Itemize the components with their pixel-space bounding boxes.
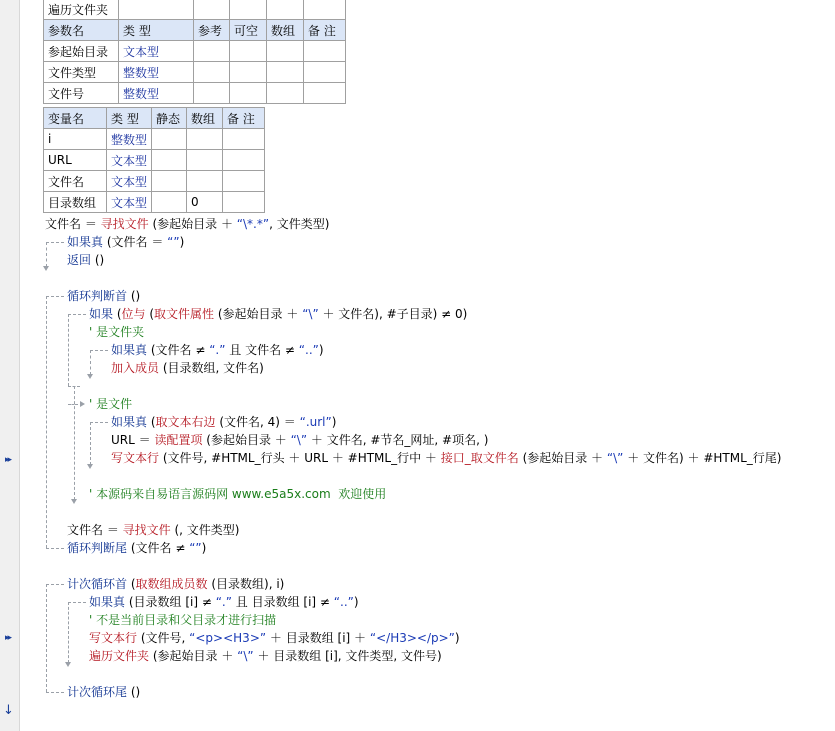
param-name[interactable]: 文件类型 <box>44 62 119 83</box>
param-type[interactable]: 整数型 <box>119 62 194 83</box>
code-line[interactable]: 如果真 (文件名 ≠ “.” 且 文件名 ≠ “..”) <box>111 343 324 357</box>
code-line[interactable]: 写文本行 (文件号, “<p><H3>” ＋ 目录数组 [i] ＋ “</H3></p>”) <box>89 631 460 645</box>
flow-line <box>68 602 86 603</box>
code-line[interactable]: 返回 () <box>67 253 105 267</box>
comment-line[interactable]: ' 本源码来自易语言源码网 www.e5a5x.com 欢迎使用 <box>89 487 387 501</box>
var-type[interactable]: 整数型 <box>107 129 152 150</box>
flow-line <box>90 422 91 465</box>
flow-arrow-icon <box>71 499 77 504</box>
header-type: 类 型 <box>107 108 152 129</box>
flow-line <box>46 242 64 243</box>
var-name[interactable]: 目录数组 <box>44 192 107 213</box>
flow-arrow-icon <box>65 662 71 667</box>
flow-line <box>46 548 64 549</box>
code-line[interactable]: 计次循环首 (取数组成员数 (目录数组), i) <box>67 577 285 591</box>
subroutine-table <box>43 0 346 104</box>
subroutine-name[interactable]: 遍历文件夹 <box>44 0 119 20</box>
param-name[interactable]: 参起始目录 <box>44 41 119 62</box>
table-row[interactable] <box>44 129 265 150</box>
comment-line[interactable]: ' 不是当前目录和父目录才进行扫描 <box>89 613 277 627</box>
code-line[interactable]: 如果 (位与 (取文件属性 (参起始目录 ＋ “\” ＋ 文件名), #子目录) ≠ 0) <box>89 307 468 321</box>
variable-table <box>43 107 265 213</box>
table-row[interactable] <box>44 83 346 104</box>
header-remark: 备 注 <box>223 108 265 129</box>
var-array[interactable] <box>187 150 223 171</box>
header-nullable: 可空 <box>230 20 267 41</box>
table-row[interactable] <box>44 62 346 83</box>
var-type[interactable]: 文本型 <box>107 192 152 213</box>
code-line[interactable]: 写文本行 (文件号, #HTML_行头 ＋ URL ＋ #HTML_行中 ＋ 接口_取文件名 (参起始目录 ＋ “\” ＋ 文件名) ＋ #HTML_行尾) <box>111 451 782 465</box>
scroll-down-arrow-icon[interactable]: ↓ <box>3 703 14 718</box>
table-row[interactable] <box>44 192 265 213</box>
var-name[interactable]: 文件名 <box>44 171 107 192</box>
code-line[interactable]: 文件名 ＝ 寻找文件 (, 文件类型) <box>67 523 240 537</box>
comment-line[interactable]: ' 是文件夹 <box>89 325 145 339</box>
header-array: 数组 <box>267 20 304 41</box>
line-gutter <box>0 0 20 731</box>
flow-arrow-icon <box>43 266 49 271</box>
code-line[interactable]: 循环判断首 () <box>67 289 141 303</box>
header-static: 静态 <box>152 108 187 129</box>
breakpoint-marker[interactable]: ▸▸ <box>5 633 11 643</box>
code-line[interactable]: URL ＝ 读配置项 (参起始目录 ＋ “\” ＋ 文件名, #节名_网址, #项名, ) <box>111 433 489 447</box>
table-row[interactable] <box>44 41 346 62</box>
flow-line <box>46 242 47 267</box>
code-line[interactable]: 循环判断尾 (文件名 ≠ “”) <box>67 541 207 555</box>
param-type[interactable]: 文本型 <box>119 41 194 62</box>
flow-arrow-icon <box>87 374 93 379</box>
code-line[interactable]: 遍历文件夹 (参起始目录 ＋ “\” ＋ 目录数组 [i], 文件类型, 文件号) <box>89 649 442 663</box>
flow-arrow-icon <box>80 401 85 407</box>
code-line[interactable]: 计次循环尾 () <box>67 685 141 699</box>
var-type[interactable]: 文本型 <box>107 150 152 171</box>
flow-line <box>68 602 69 663</box>
code-line[interactable]: 如果真 (目录数组 [i] ≠ “.” 且 目录数组 [i] ≠ “..”) <box>89 595 359 609</box>
flow-line <box>90 422 108 423</box>
code-line[interactable]: 如果真 (取文本右边 (文件名, 4) ＝ “.url”) <box>111 415 337 429</box>
code-line[interactable]: 文件名 ＝ 寻找文件 (参起始目录 ＋ “\*.*”, 文件类型) <box>45 217 330 231</box>
flow-line <box>90 350 91 375</box>
flow-line <box>46 692 64 693</box>
comment-line[interactable]: ' 是文件 <box>89 397 133 411</box>
var-array[interactable] <box>187 129 223 150</box>
flow-line <box>46 296 64 297</box>
table-row[interactable] <box>44 171 265 192</box>
header-param-name: 参数名 <box>44 20 119 41</box>
flow-line <box>46 584 64 585</box>
code-line[interactable]: 如果真 (文件名 ＝ “”) <box>67 235 185 249</box>
header-array: 数组 <box>187 108 223 129</box>
flow-line <box>90 350 108 351</box>
param-type[interactable]: 整数型 <box>119 83 194 104</box>
var-name[interactable]: URL <box>44 150 107 171</box>
var-array[interactable] <box>187 171 223 192</box>
flow-line <box>46 584 47 692</box>
header-reference: 参考 <box>194 20 230 41</box>
var-name[interactable]: i <box>44 129 107 150</box>
header-remark: 备 注 <box>304 20 346 41</box>
flow-line <box>68 314 69 386</box>
breakpoint-marker[interactable]: ▸▸ <box>5 455 11 465</box>
flow-line <box>46 296 47 548</box>
var-type[interactable]: 文本型 <box>107 171 152 192</box>
header-var-name: 变量名 <box>44 108 107 129</box>
var-array[interactable]: 0 <box>187 192 223 213</box>
param-name[interactable]: 文件号 <box>44 83 119 104</box>
table-row[interactable] <box>44 150 265 171</box>
header-type: 类 型 <box>119 20 194 41</box>
flow-arrow-icon <box>87 464 93 469</box>
flow-line <box>68 314 86 315</box>
code-line[interactable]: 加入成员 (目录数组, 文件名) <box>111 361 264 375</box>
flow-line <box>68 404 78 405</box>
